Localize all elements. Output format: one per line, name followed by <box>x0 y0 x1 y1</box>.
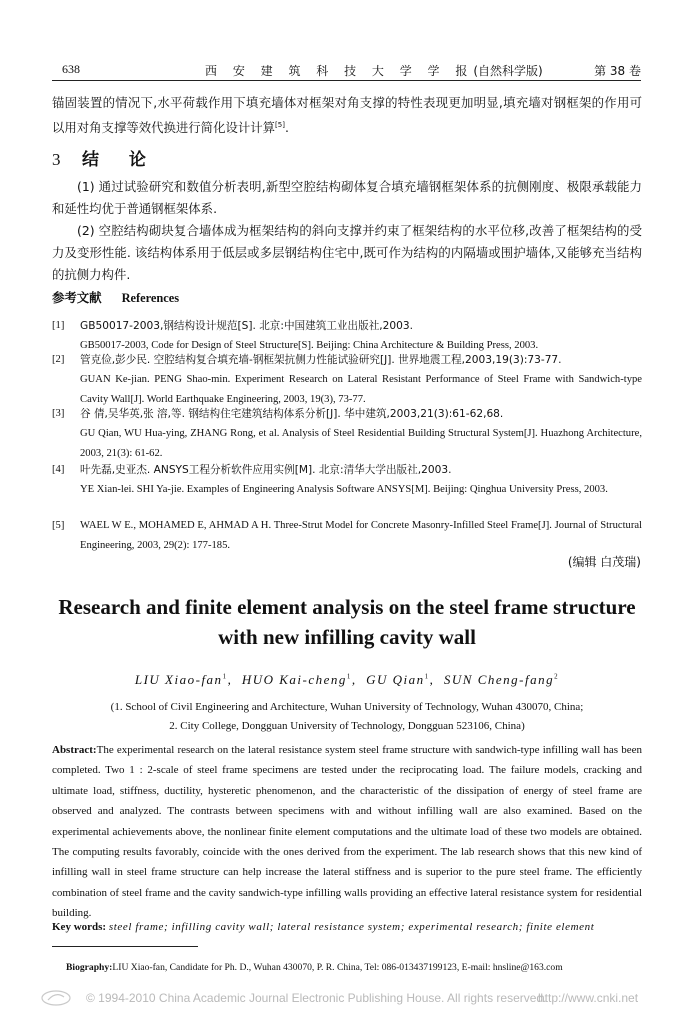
author <box>444 672 559 687</box>
reference-item <box>52 516 642 556</box>
intro-text: 锚固装置的情况下,水平荷载作用下填充墙体对框架对角支撑的特性表现更加明显,填充墙对钢框架的作用可以用对角支撑等效代换进行简化设计计算 <box>52 95 642 136</box>
copyright-notice: © 1994-2010 China Academic Journal Electronic Publishing House. All rights reserved. <box>86 991 547 1005</box>
reference-number: [1] <box>52 320 65 331</box>
biography-label: Biography: <box>66 962 113 973</box>
author <box>135 672 228 687</box>
author-affiliation-mark: 2 <box>554 672 560 681</box>
journal-subtitle: (自然科学版) <box>473 64 543 78</box>
abstract <box>52 740 642 924</box>
reference-cn: 管克俭,彭少民. 空腔结构复合填充墙-钢框架抗侧力性能试验研究[J]. 世界地震工程,2003,19(3):73-77. <box>80 354 562 366</box>
abstract-label: Abstract: <box>52 744 97 756</box>
references-heading <box>52 288 179 306</box>
footnote-rule <box>52 946 198 947</box>
section-title: 结 论 <box>82 150 158 170</box>
reference-en: GUAN Ke-jian. PENG Shao-min. Experiment Research on Lateral Resistant Performance of Steel Frame with Sandwich-type Cavity Wall[J]. World Earthquake Engineering, 2003, 19(3), 73-77. <box>80 374 642 405</box>
conclusion-1: (1) 通过试验研究和数值分析表明,新型空腔结构砌体复合填充墙钢框架体系的抗侧刚度、极限承载能力和延性均优于普通钢框架体系. <box>52 179 642 216</box>
reference-en: WAEL W E., MOHAMED E, AHMAD A H. Three-Strut Model for Concrete Masonry-Infilled Steel Frame[J]. Journal of Structural Engineering, 2003, 29(2): 177-185. <box>80 520 642 551</box>
journal-name <box>205 62 543 79</box>
keywords-text: steel frame; infilling cavity wall; lateral resistance system; experimental research; finite element <box>108 921 595 933</box>
keywords <box>52 921 642 933</box>
intro-paragraph: 锚固装置的情况下,水平荷载作用下填充墙体对框架对角支撑的特性表现更加明显,填充墙对钢框架的作用可以用对角支撑等效代换进行简化设计计算[5]. <box>52 95 642 136</box>
reference-cn: 谷 倩,吴华英,张 溶,等. 钢结构住宅建筑结构体系分析[J]. 华中建筑,2003,21(3):61-62,68. <box>80 408 504 420</box>
reference-number: [4] <box>52 464 65 475</box>
author-affiliation-mark: 1 <box>222 672 228 681</box>
author-affiliation-mark: 1 <box>424 672 430 681</box>
intro-citation: [5] <box>275 121 285 129</box>
journal-title: 西 安 建 筑 科 技 大 学 学 报 <box>205 64 474 78</box>
reference-en: GU Qian, WU Hua-ying, ZHANG Rong, et al. Analysis of Steel Residential Building Structural System[J]. Huazhong Architecture, 2003, 21(3): 61-62. <box>80 428 642 459</box>
reference-number: [5] <box>52 520 65 531</box>
conclusion-2: (2) 空腔结构砌块复合墙体成为框架结构的斜向支撑并约束了框架结构的水平位移,改善了框架结构的受力及变形性能. 该结构体系用于低层或多层钢结构住宅中,既可作为结构的内隔墙或围护墙体,又能够充当结构的抗侧力构件. <box>52 223 642 282</box>
paper-title-en: Research and finite element analysis on the steel frame structure with new infilling cavity wall <box>58 595 636 649</box>
reference-item <box>52 350 642 410</box>
cnki-logo-icon <box>40 989 72 1007</box>
author <box>366 672 430 687</box>
author-name: HUO Kai-cheng <box>241 672 347 687</box>
reference-number: [3] <box>52 408 65 419</box>
author <box>242 672 352 687</box>
author-name: SUN Cheng-fang <box>443 672 555 687</box>
author-list: LIU Xiao-fan$^1$, HUO Kai-cheng$^1$, GU Qian$^1$, SUN Cheng-fang$^2$ <box>134 672 560 687</box>
author-name: GU Qian <box>366 672 425 687</box>
author-name: LIU Xiao-fan <box>134 672 223 687</box>
reference-item <box>52 404 642 464</box>
section-heading <box>52 145 158 170</box>
header-rule <box>52 80 641 81</box>
page-number: 638 <box>62 62 80 76</box>
reference-en: YE Xian-lei. SHI Ya-jie. Examples of Engineering Analysis Software ANSYS[M]. Beijing: Qinghua University Press, 2003. <box>80 484 608 495</box>
author-affiliation-mark: 1 <box>346 672 352 681</box>
keywords-label: Key words: <box>52 921 107 933</box>
biography-text: LIU Xiao-fan, Candidate for Ph. D., Wuhan 430070, P. R. China, Tel: 086-013437199123, E-mail: hnsline@163.com <box>112 962 563 973</box>
section-number: 3 <box>52 150 61 169</box>
author-biography <box>66 962 563 973</box>
reference-item <box>52 460 642 500</box>
reference-number: [2] <box>52 354 65 365</box>
reference-cn: GB50017-2003,钢结构设计规范[S]. 北京:中国建筑工业出版社,2003. <box>80 320 414 332</box>
editor-note: (编辑 白茂瑞) <box>567 555 641 569</box>
cnki-link[interactable]: http://www.cnki.net <box>538 991 639 1005</box>
affiliation-2: 2. City College, Dongguan University of Technology, Dongguan 523106, China) <box>169 720 525 732</box>
references-heading-en: References <box>121 291 180 305</box>
reference-cn: 叶先磊,史亚杰. ANSYS工程分析软件应用实例[M]. 北京:清华大学出版社,2003. <box>80 464 452 476</box>
affiliation-1: (1. School of Civil Engineering and Architecture, Wuhan University of Technology, Wuhan 430070, China; <box>110 701 584 713</box>
abstract-text: The experimental research on the lateral resistance system steel frame structure with sandwich-type infilling wall has been completed. Two 1 : 2-scale of steel frame specimens are tested under the reciprocating load. The failure models, cracking and ultimate load, stiffness, ductility, hysteretic phenomenon, and the characteristic of the dissipation of energy of steel frame are observed and analyzed. The contrasts between specimens with and without infilling wall are also examined. Based on the experimental achievements above, the nonlinear finite element computations and the ultimate load of these two models are obtained. The computing results favorably, coincide with the ones derived from the experiment. The lab research shows that this new kind of infilling wall in steel frame structure can help increase the lateral stiffness and is superior to the pure steel frame. The efficiently combination of steel frame and the cavity sandwich-type infilling walls providing an effective lateral resistance system for residential building. <box>52 744 642 920</box>
volume-label: 第 38 卷 <box>594 64 641 78</box>
references-heading-cn: 参考文献 <box>52 290 102 305</box>
reference-en: GB50017-2003, Code for Design of Steel Structure[S]. Beijing: China Architecture & Building Press, 2003. <box>80 340 539 351</box>
